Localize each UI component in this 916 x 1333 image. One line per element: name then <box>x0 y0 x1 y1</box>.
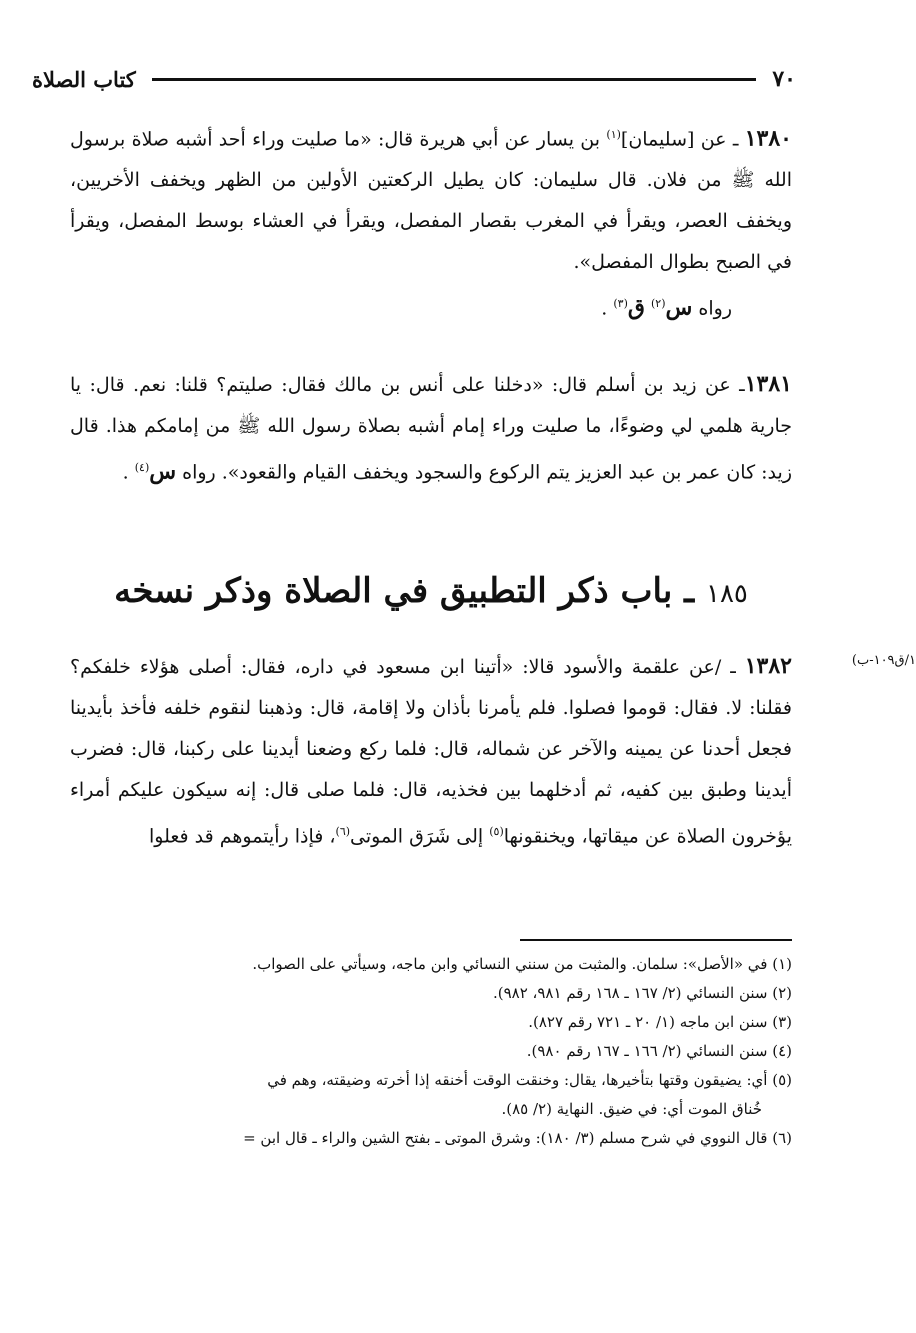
hadith-text: إلى شَرَق الموتى <box>350 825 490 848</box>
hadith-text: ـ عن [سليمان] <box>620 128 739 151</box>
footnotes <box>70 950 792 1153</box>
riwaya-end: . <box>601 297 614 320</box>
hadith-1381-paragraph <box>70 364 792 493</box>
hadith-1380 <box>70 114 792 330</box>
footnote-ref: (٢) <box>650 297 666 311</box>
chapter-title-text: ـ باب ذكر التطبيق في الصلاة وذكر نسخه <box>114 571 695 611</box>
footnote-1: (١) في «الأصل»: سلمان. والمثبت من سنني النسائي وابن ماجه، وسيأتي على الصواب. <box>252 955 792 973</box>
hadith-text: ، فإذا رأيتموهم قد فعلوا <box>149 825 336 848</box>
footnote-ref: (٣) <box>613 297 628 311</box>
footnote-6: (٦) قال النووي في شرح مسلم (٣/ ١٨٠): وشرق الموتى ـ بفتح الشين والراء ـ قال ابن = <box>243 1129 792 1147</box>
riwaya-label: رواه <box>698 297 732 320</box>
hadith-number: ١٣٨٠ <box>744 125 792 152</box>
hadith-number: ١٣٨١ <box>744 371 792 397</box>
header-rule <box>152 78 757 81</box>
riwaya-end: . <box>122 461 135 484</box>
riwaya-source: س <box>149 458 177 485</box>
hadith-1382 <box>70 646 792 857</box>
footnote-5: (٥) أي: يضيقون وقتها بتأخيرها، يقال: وخنقت الوقت أخنقه إذا أخرته وضيقته، وهم في <box>267 1071 792 1089</box>
footnote-ref: (٦) <box>335 825 351 838</box>
hadith-1380-paragraph <box>70 114 792 283</box>
riwaya-source: س <box>665 294 693 321</box>
manuscript-margin-note: ١/ق١٠٩-ب) <box>851 653 916 668</box>
footnote-ref: (١) <box>606 128 621 141</box>
footnote-4: (٤) سنن النسائي (٢/ ١٦٦ ـ ١٦٧ رقم ٩٨٠). <box>526 1042 792 1060</box>
footnote-5-continued: خُناق الموت أي: في ضيق. النهاية (٢/ ٨٥). <box>501 1100 762 1118</box>
hadith-text: ـ /عن علقمة والأسود قالا: «أتينا ابن مسعود في داره، فقال: أصلى هؤلاء خلفكم؟ فقلنا: لا. فقال: قوموا فصلوا. فلم يأمرنا بأذان ولا إقامة، قال: وذهبنا لنقوم خلفه فأخذ بأيدينا فجعل أحدنا عن يمينه والآخر عن شماله، قال: فلما ركع وضعنا أيدينا على ركبنا، قال: فضرب أيدينا وطبق بين كفيه، ثم أدخلهما بين فخذيه، قال: فلما صلى قال: إنه سيكون عليكم أمراء يؤخرون الصلاة عن ميقاتها، ويخنقونها <box>70 656 792 848</box>
footnote-separator <box>520 939 792 941</box>
footnote-2: (٢) سنن النسائي (٢/ ١٦٧ ـ ١٦٨ رقم ٩٨١، ٩٨٢). <box>492 984 792 1002</box>
page-number: ٧٠ <box>772 66 796 92</box>
footnote-3: (٣) سنن ابن ماجه (١/ ٢٠ ـ ٧٢١ رقم ٨٢٧). <box>528 1013 792 1031</box>
riwaya-line <box>70 283 792 329</box>
hadith-number: ١٣٨٢ <box>744 653 792 679</box>
hadith-text: بن يسار عن أبي هريرة قال: «ما صليت وراء أحد أشبه صلاة برسول الله ﷺ من فلان. قال سليمان: كان يطيل الركعتين الأولين من الظهر ويخفف الأخريين، ويخفف العصر، ويقرأ في المغرب بقصار المفصل، ويقرأ في العشاء بوسط المفصل، ويقرأ في الصبح بطوال المفصل». <box>70 128 792 274</box>
footnote-ref: (٥) <box>489 825 504 838</box>
chapter-heading <box>70 566 792 619</box>
running-header <box>32 64 796 94</box>
chapter-number: ١٨٥ <box>705 579 748 609</box>
riwaya-source: ق <box>627 294 645 321</box>
hadith-text: ـ عن زيد بن أسلم قال: «دخلنا على أنس بن مالك فقال: صليتم؟ قلنا: نعم. قال: يا جارية هلمي لي وضوءًا، ما صليت وراء إمام أشبه بصلاة رسول الله ﷺ من إمامكم هذا. قال زيد: كان عمر بن عبد العزيز يتم الركوع والسجود ويخفف القيام والقعود». رواه <box>70 374 792 484</box>
footnote-ref: (٤) <box>134 461 150 474</box>
hadith-1381 <box>70 364 792 493</box>
book-title: كتاب الصلاة <box>32 66 136 92</box>
hadith-1382-paragraph <box>70 646 792 857</box>
